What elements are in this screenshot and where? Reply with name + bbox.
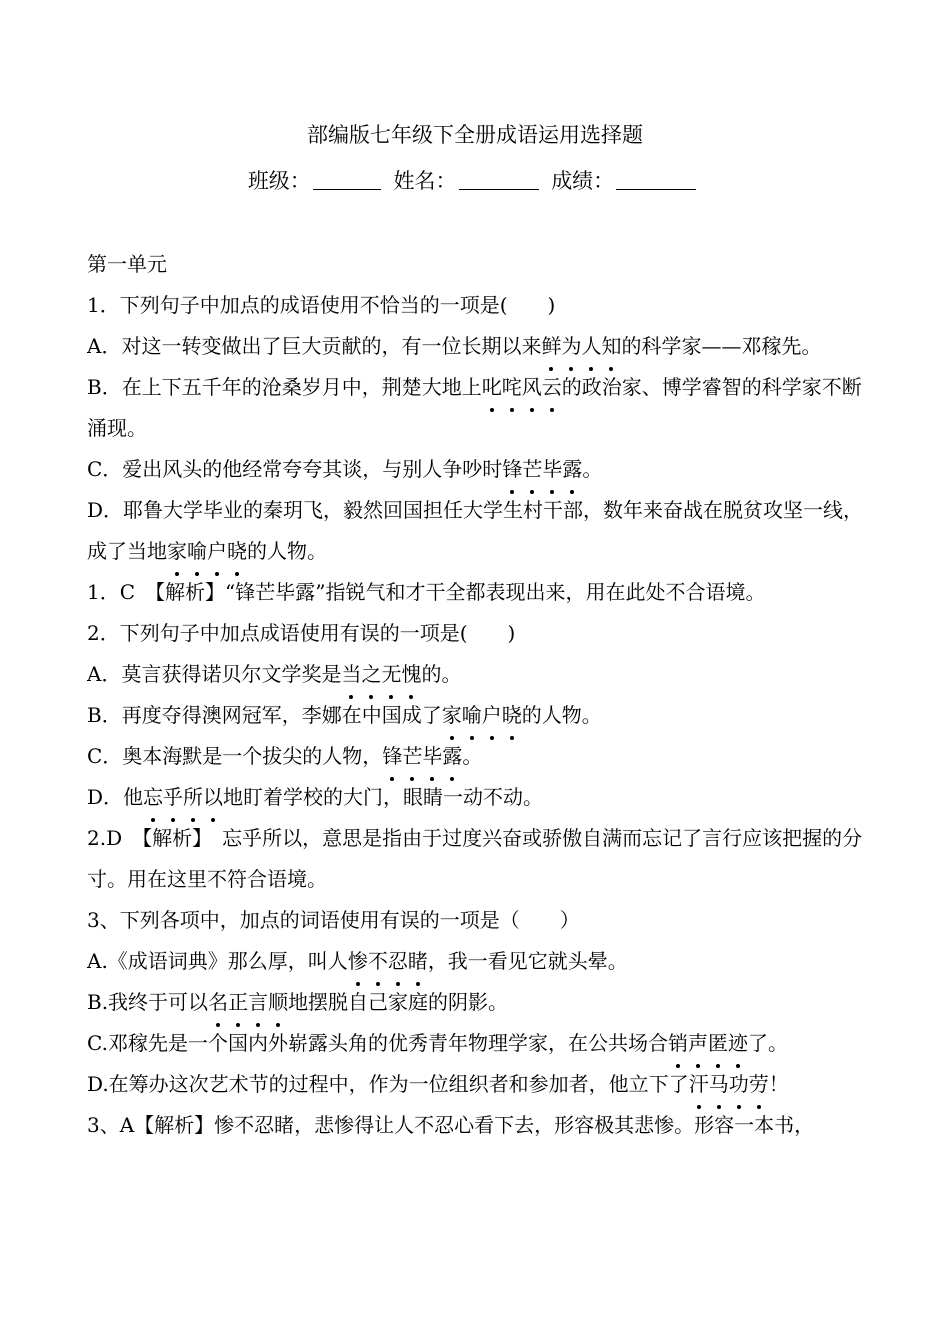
dotted-character: 愧: [401, 654, 421, 695]
question-2-stem: 2．下列句子中加点成语使用有误的一项是( ): [87, 621, 516, 645]
dotted-character: 匿: [708, 1023, 728, 1064]
dotted-character: 正: [228, 982, 248, 1023]
dotted-character: 以: [203, 777, 223, 818]
student-info-line: [0, 166, 950, 196]
name-label: 姓名：: [393, 169, 457, 193]
dotted-character: 露: [442, 736, 462, 777]
dotted-character: 为: [561, 326, 581, 367]
dotted-character: 锋: [502, 449, 522, 490]
dotted-character: 忍: [388, 941, 408, 982]
question-1-stem: 1．下列句子中加点的成语使用不恰当的一项是( ): [87, 293, 556, 317]
dotted-character: 锋: [382, 736, 402, 777]
dotted-idiom: [167, 539, 247, 563]
question-2-option-a: A．莫言获得诺贝尔文学奖是当之无愧的。: [87, 654, 877, 695]
dotted-character: 家: [442, 695, 462, 736]
dotted-character: 不: [368, 941, 388, 982]
dotted-character: 惨: [348, 941, 368, 982]
score-blank[interactable]: [616, 167, 696, 190]
dotted-character: 当: [341, 654, 361, 695]
dotted-idiom: [482, 375, 562, 399]
question-2-option-b: B．再度夺得澳网冠军，李娜在中国成了家喻户晓的人物。: [87, 695, 877, 736]
dotted-character: 言: [248, 982, 268, 1023]
dotted-character: 露: [562, 449, 582, 490]
dotted-character: 忘: [143, 777, 163, 818]
score-label: 成绩：: [551, 169, 615, 193]
question-3-option-b: B.我终于可以名正言顺地摆脱自己家庭的阴影。: [87, 982, 877, 1023]
question-2-option-c: C．奥本海默是一个拔尖的人物，锋芒毕露。: [87, 736, 877, 777]
dotted-character: 乎: [163, 777, 183, 818]
question-1-option-d: D．耶鲁大学毕业的秦玥飞，毅然回国担任大学生村干部，数年来奋战在脱贫攻坚一线，成了当地家喻户晓的人物。: [87, 490, 877, 572]
question-3-answer: 3、A【解析】惨不忍睹，悲惨得让人不忍心看下去，形容极其悲惨。形容一本书，: [87, 1113, 815, 1137]
question-3-option-a: A.《成语词典》那么厚，叫人惨不忍睹，我一看见它就头晕。: [87, 941, 877, 982]
question-2-answer: 2.D 【解析】 忘乎所以，意思是指由于过度兴奋或骄傲自满而忘记了言行应该把握的分寸。用在这里不符合语境。: [87, 826, 863, 891]
dotted-idiom: [348, 949, 428, 973]
class-blank[interactable]: [313, 167, 381, 190]
dotted-idiom: [208, 990, 288, 1014]
class-label: 班级：: [247, 169, 311, 193]
dotted-character: 咤: [502, 367, 522, 408]
dotted-character: 销: [668, 1023, 688, 1064]
question-3-option-d: D.在筹办这次艺术节的过程中，作为一位组织者和参加者，他立下了汗马功劳！: [87, 1064, 877, 1105]
dotted-character: 晓: [502, 695, 522, 736]
unit-heading: 第一单元: [87, 252, 167, 276]
dotted-character: 汗: [689, 1064, 709, 1105]
dotted-character: 户: [482, 695, 502, 736]
question-3-option-c: C.邓稼先是一个国内外崭露头角的优秀青年物理学家，在公共场合销声匿迹了。: [87, 1023, 877, 1064]
dotted-character: 毕: [422, 736, 442, 777]
question-3-stem: 3、下列各项中，加点的词语使用有误的一项是（ ）: [87, 908, 580, 932]
dotted-character: 喻: [187, 531, 207, 572]
dotted-idiom: [502, 457, 582, 481]
dotted-character: 人: [581, 326, 601, 367]
dotted-character: 晓: [227, 531, 247, 572]
dotted-character: 风: [522, 367, 542, 408]
dotted-character: 所: [183, 777, 203, 818]
question-1-option-c: C．爱出风头的他经常夸夸其谈，与别人争吵时锋芒毕露。: [87, 449, 877, 490]
document-body: [87, 244, 877, 1146]
document-title: 部编版七年级下全册成语运用选择题: [307, 123, 643, 147]
dotted-character: 户: [207, 531, 227, 572]
dotted-idiom: [382, 744, 462, 768]
dotted-character: 芒: [522, 449, 542, 490]
dotted-idiom: [442, 703, 522, 727]
question-2-option-d: D．他忘乎所以地盯着学校的大门，眼睛一动不动。: [87, 777, 877, 818]
dotted-character: 劳: [749, 1064, 769, 1105]
dotted-character: 迹: [728, 1023, 748, 1064]
question-1-answer: 1．C 【解析】“锋芒毕露”指锐气和才干全都表现出来，用在此处不合语境。: [87, 580, 766, 604]
dotted-idiom: [668, 1031, 748, 1055]
question-1-option-a: A．对这一转变做出了巨大贡献的，有一位长期以来鲜为人知的科学家——邓稼先。: [87, 326, 877, 367]
dotted-character: 云: [542, 367, 562, 408]
dotted-character: 马: [709, 1064, 729, 1105]
dotted-character: 喻: [462, 695, 482, 736]
dotted-character: 声: [688, 1023, 708, 1064]
dotted-character: 顺: [268, 982, 288, 1023]
dotted-idiom: [541, 334, 621, 358]
dotted-idiom: [341, 662, 421, 686]
dotted-character: 名: [208, 982, 228, 1023]
dotted-character: 叱: [482, 367, 502, 408]
dotted-idiom: [143, 785, 223, 809]
dotted-character: 鲜: [541, 326, 561, 367]
dotted-character: 毕: [542, 449, 562, 490]
dotted-character: 知: [601, 326, 621, 367]
dotted-idiom: [689, 1072, 769, 1096]
question-1-option-b: B．在上下五千年的沧桑岁月中，荆楚大地上叱咤风云的政治家、博学睿智的科学家不断涌现。: [87, 367, 877, 449]
dotted-character: 无: [381, 654, 401, 695]
dotted-character: 功: [729, 1064, 749, 1105]
name-blank[interactable]: [459, 167, 539, 190]
dotted-character: 睹: [408, 941, 428, 982]
dotted-character: 芒: [402, 736, 422, 777]
dotted-character: 家: [167, 531, 187, 572]
dotted-character: 之: [361, 654, 381, 695]
